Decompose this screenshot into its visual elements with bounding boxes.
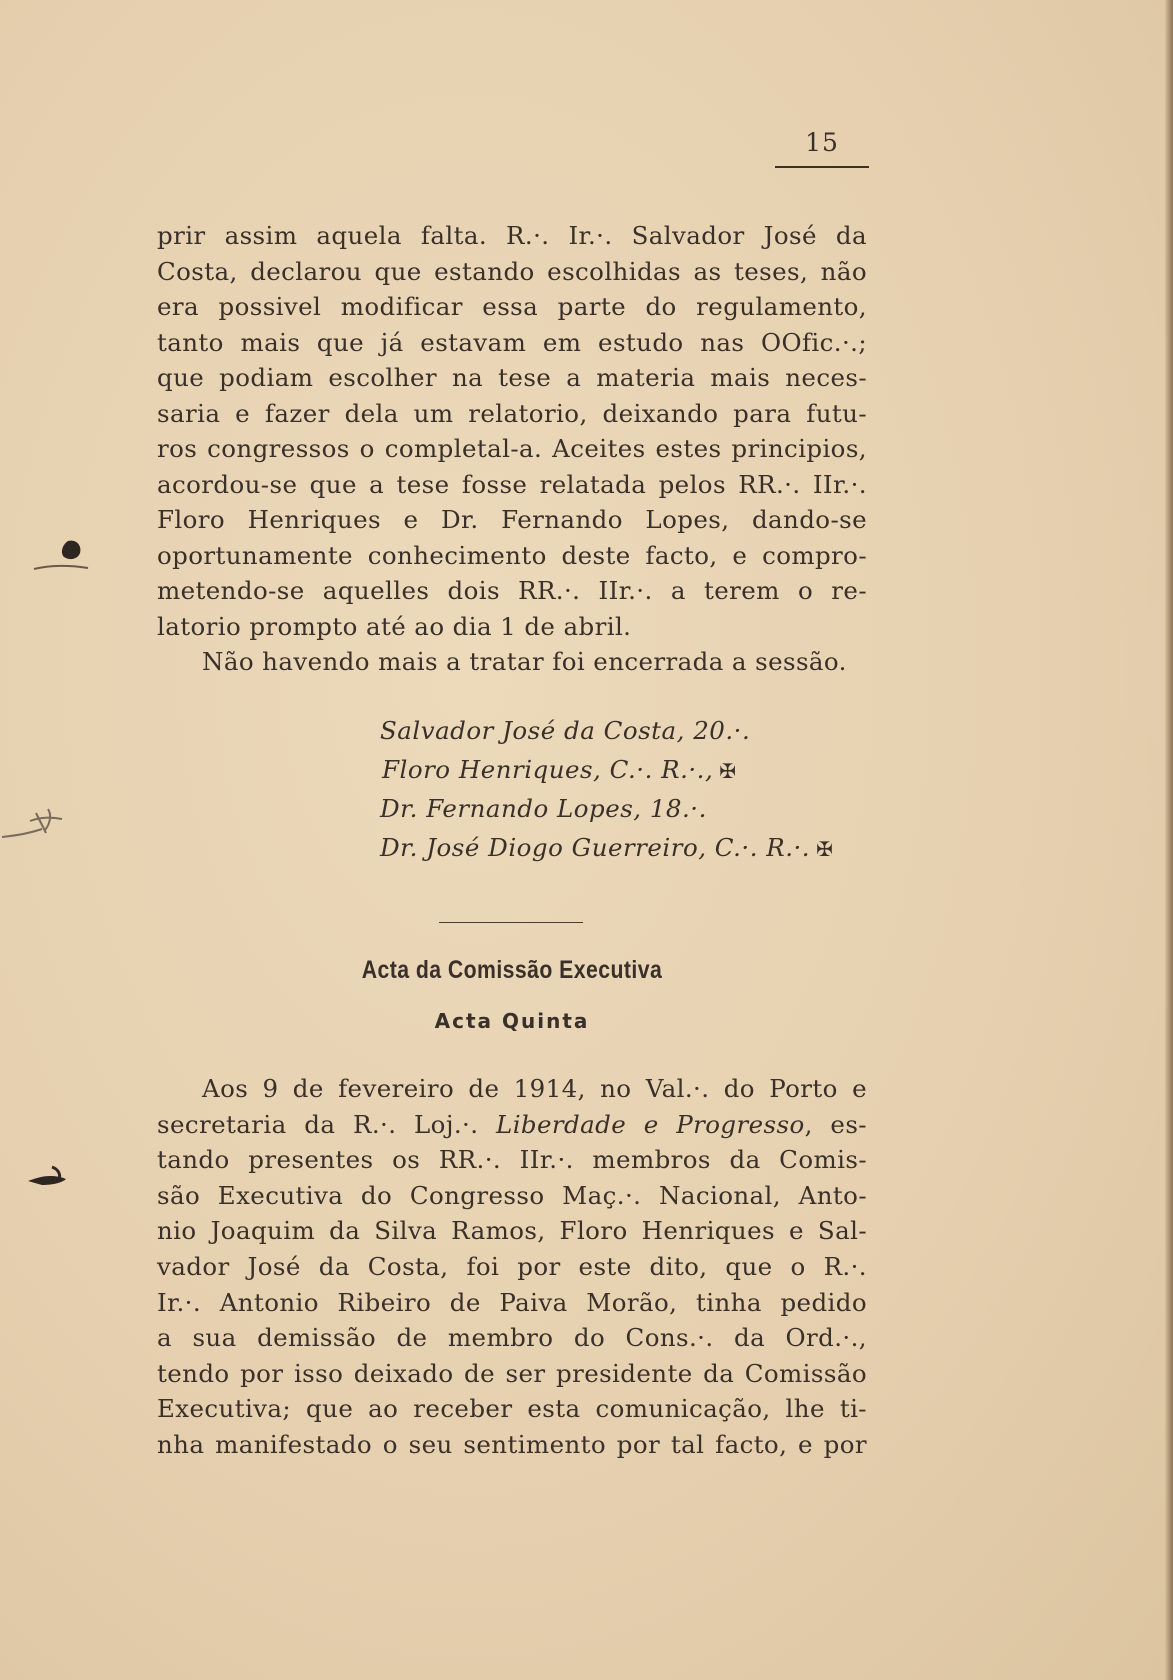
text-line: Aos 9 de fevereiro de 1914, no Val.·. do Porto e xyxy=(202,1074,867,1103)
text-line: Floro Henriques e Dr. Fernando Lopes, dando-se xyxy=(157,505,867,534)
signature-line: Dr. José Diogo Guerreiro, C.·. R.·. ✠ xyxy=(380,833,834,862)
text-line: latorio prompto até ao dia 1 de abril. xyxy=(157,611,632,641)
text-line: Executiva; que ao receber esta comunicação, lhe ti- xyxy=(157,1394,867,1424)
section-divider xyxy=(439,922,583,923)
minutes-paragraph xyxy=(157,1071,867,1463)
ink-blot-mark xyxy=(22,1155,72,1195)
scribble-mark xyxy=(0,795,80,845)
page-edge xyxy=(1165,0,1173,1680)
text-line: tanto mais que já estavam em estudo nas OOfic.·.; xyxy=(157,327,867,357)
continuation-paragraph xyxy=(157,218,867,680)
text-line: tando presentes os RR.·. IIr.·. membros da Comis- xyxy=(157,1145,867,1175)
text-line: metendo-se aquelles dois RR.·. IIr.·. a terem o re- xyxy=(157,576,867,605)
text-line: a sua demissão de membro do Cons.·. da Ord.·., xyxy=(157,1323,867,1353)
text-line: oportunamente conhecimento deste facto, e compro- xyxy=(157,540,867,570)
signature-block xyxy=(380,712,900,868)
text-line: nha manifestado o seu sentimento por tal facto, e por xyxy=(157,1429,867,1459)
signature-line: Floro Henriques, C.·. R.·., ✠ xyxy=(382,755,737,784)
cross-icon: ✠ xyxy=(816,837,834,861)
text-line: ros congressos o completal-a. Aceites estes principios, xyxy=(157,434,867,463)
text-line: Costa, declarou que estando escolhidas as teses, não xyxy=(157,256,867,286)
text-line: Ir.·. Antonio Ribeiro de Paiva Morão, tinha pedido xyxy=(157,1287,867,1317)
page-number-rule xyxy=(775,166,869,168)
section-title: Acta da Comissão Executiva xyxy=(361,956,663,984)
text-line: nio Joaquim da Silva Ramos, Floro Henriques e Sal- xyxy=(157,1216,867,1246)
closing-line: Não havendo mais a tratar foi encerrada a sessão. xyxy=(202,647,847,676)
text-line: vador José da Costa, foi por este dito, que o R.·. xyxy=(157,1251,867,1281)
text-line: tendo por isso deixado de ser presidente da Comissão xyxy=(157,1358,867,1388)
lodge-name: Liberdade e Progresso xyxy=(496,1109,805,1139)
text-line: secretaria da R.·. Loj.·. Liberdade e Progresso, es- xyxy=(157,1109,867,1139)
ink-blot-mark xyxy=(30,535,90,575)
signature-line: Dr. Fernando Lopes, 18.·. xyxy=(380,794,707,823)
cross-icon: ✠ xyxy=(719,759,737,783)
text-line: que podiam escolher na tese a materia mais neces- xyxy=(157,363,867,392)
section-subtitle: Acta Quinta xyxy=(434,1009,590,1033)
signature-line: Salvador José da Costa, 20.·. xyxy=(380,716,751,745)
text-line: prir assim aquela falta. R.·. Ir.·. Salvador José da xyxy=(157,221,867,250)
page-number: 15 xyxy=(805,128,839,157)
text-line: acordou-se que a tese fosse relatada pelos RR.·. IIr.·. xyxy=(157,469,867,499)
text-line: saria e fazer dela um relatorio, deixando para futu- xyxy=(157,398,867,428)
text-line: são Executiva do Congresso Maç.·. Nacional, Anto- xyxy=(157,1180,867,1210)
text-line: era possivel modificar essa parte do regulamento, xyxy=(157,292,867,321)
